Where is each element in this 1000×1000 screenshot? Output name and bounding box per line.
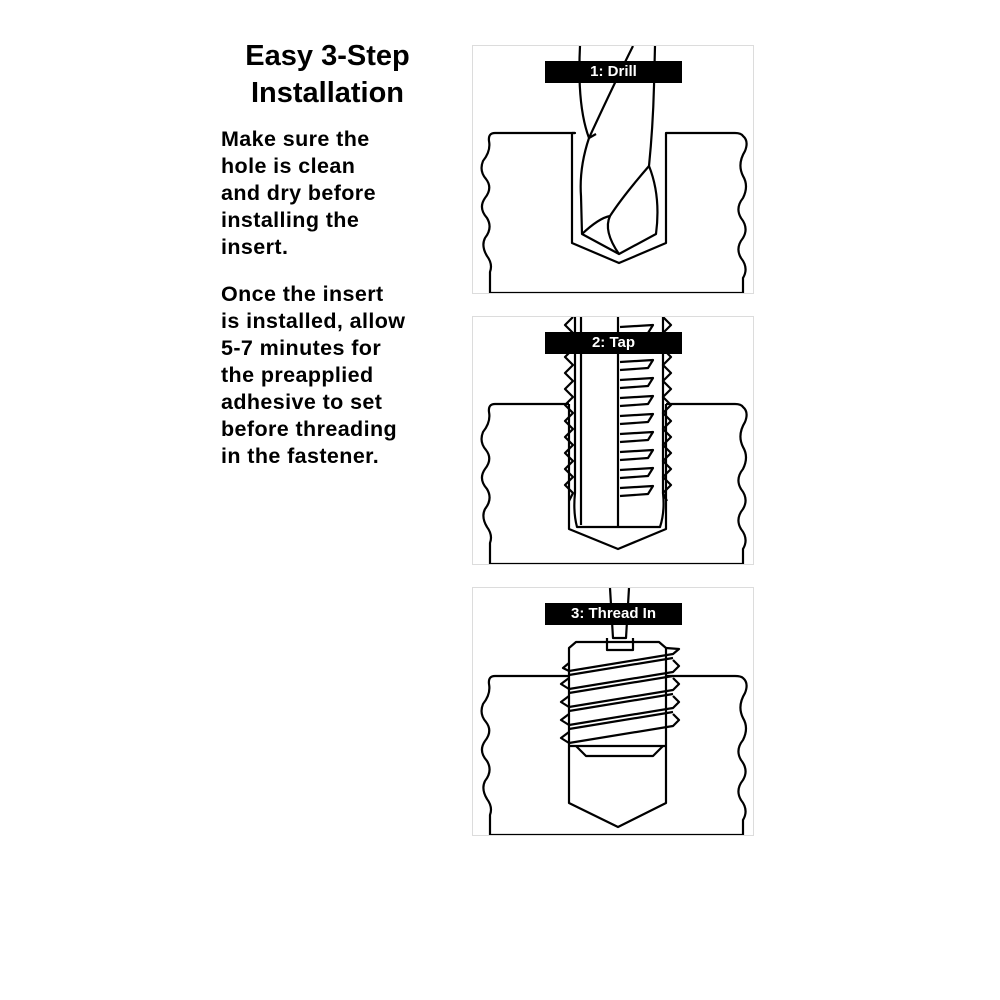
text-line: before threading — [221, 417, 398, 441]
text-line: adhesive to set — [221, 390, 383, 414]
title-line-2: Installation — [250, 77, 405, 109]
drill-bit-in-hole-icon — [473, 46, 754, 294]
text-line: installing the — [221, 208, 360, 232]
step-label-tap: 2: Tap — [545, 332, 682, 354]
step-label-drill: 1: Drill — [545, 61, 682, 83]
text-line: and dry before — [221, 181, 376, 205]
step-panel-tap — [472, 316, 754, 565]
text-line: is installed, allow — [221, 309, 406, 333]
text-line: hole is clean — [221, 154, 356, 178]
title-line-1: Easy 3-Step — [245, 40, 410, 72]
text-line: the preapplied — [221, 363, 374, 387]
step-label-thread-in: 3: Thread In — [545, 603, 682, 625]
text-line: Once the insert — [221, 282, 384, 306]
title — [215, 38, 440, 112]
text-line: in the fastener. — [221, 444, 380, 468]
step-panel-thread-in — [472, 587, 754, 836]
instructions-paragraph-2 — [221, 281, 461, 470]
text-line: insert. — [221, 235, 289, 259]
text-line: Make sure the — [221, 127, 370, 151]
tap-in-hole-icon — [473, 317, 754, 565]
step-panel-drill — [472, 45, 754, 294]
threaded-insert-icon — [473, 588, 754, 836]
text-line: 5-7 minutes for — [221, 336, 382, 360]
instructions-paragraph-1 — [221, 126, 461, 261]
